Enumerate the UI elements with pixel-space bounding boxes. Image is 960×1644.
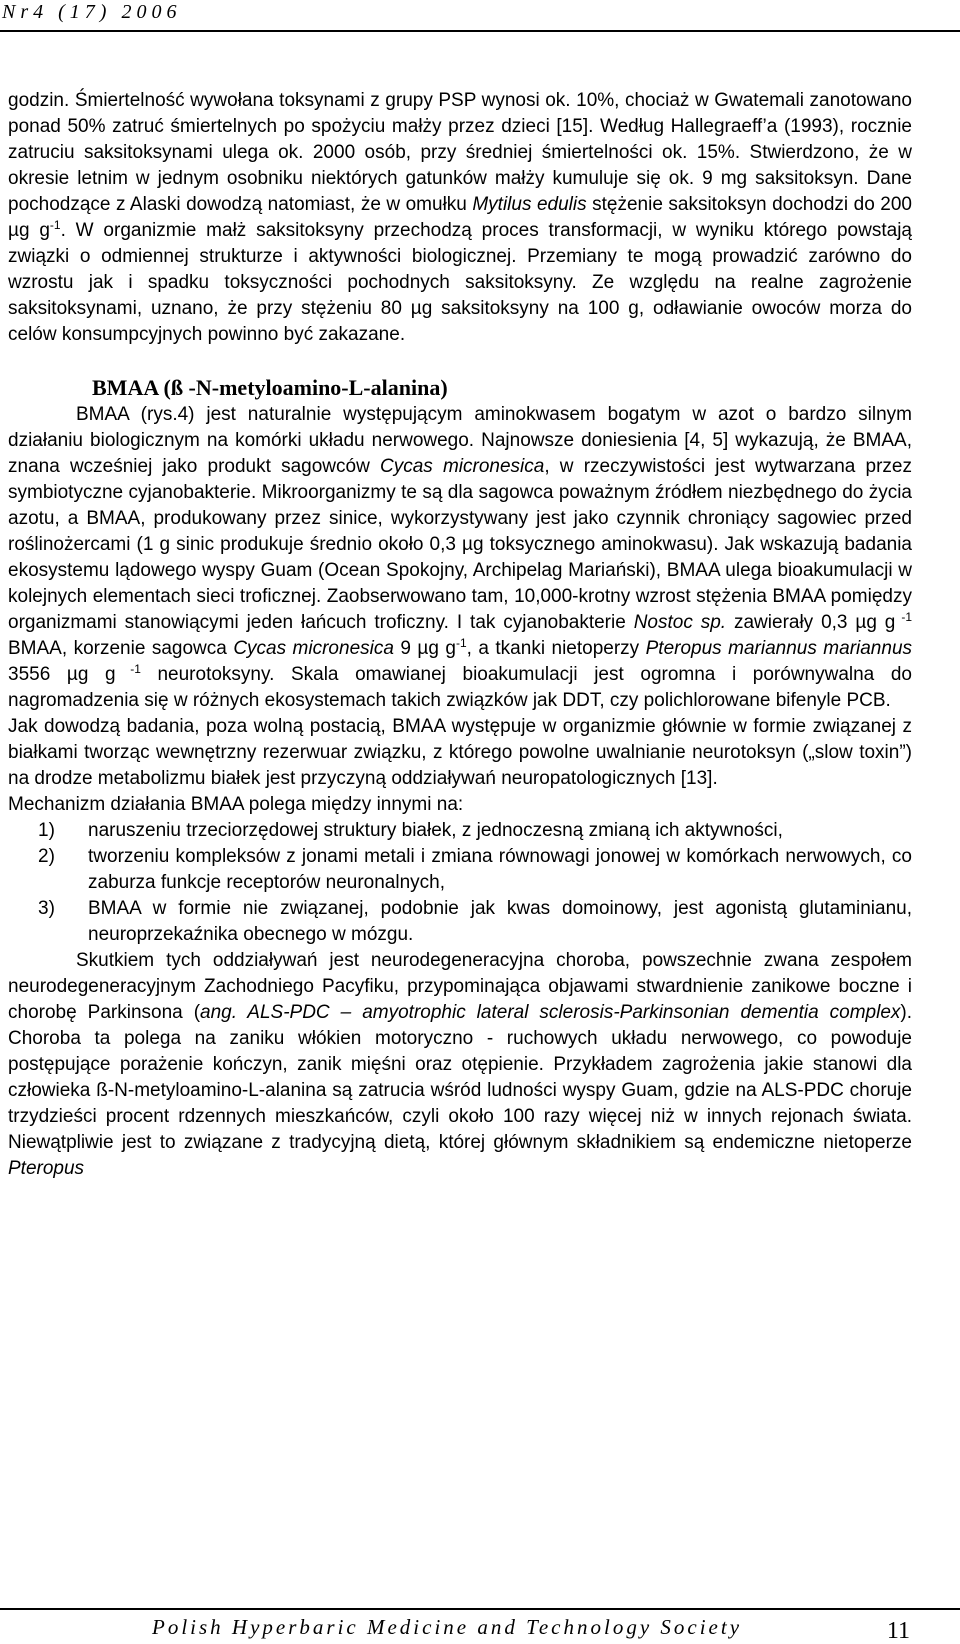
- header-rule: [0, 30, 960, 32]
- text-run: Skutkiem tych oddziaływań jest neurodegeneracyjna choroba, powszechnie zwana zespołem neurodegeneracyjnym Zachodniego Pacyfiku, przypominająca objawami stwardnienie zanikowe boczne i chorobę Parkinsona (: [8, 950, 912, 1023]
- list-item: [8, 844, 912, 896]
- running-footer: Polish Hyperbaric Medicine and Technology Society: [152, 1615, 743, 1639]
- term-italic: ang. ALS-PDC – amyotrophic lateral sclerosis-Parkinsonian dementia complex: [200, 1002, 901, 1023]
- text-run: godzin. Śmiertelność wywołana toksynami z grupy PSP wynosi ok. 10%, chociaż w Gwatemali zanotowano ponad 50% zatruć śmiertelnych po spożyciu małży przez dzieci [15]. Według Hallegraeff’a (1993), rocznie zatruciu saksitoksynami ulega ok. 2000 osób, przy średniej śmiertelności ok. 15%. Stwierdzono, że w okresie letnim w jednym osobniku niektórych gatunków małży kumuluje się ok. 9 mg saksitoksyn. Dane pochodzące z Alaski dowodzą natomiast, że w omułku: [8, 90, 912, 215]
- text-run: ). Choroba ta polega na zaniku włókien motoryczno - ruchowych układu nerwowego, co powoduje postępujące porażenie kończyn, zanik mięśni oraz otępienie. Przykładem zagrożenia jakie stanowi dla człowieka ß-N-metyloamino-L-alanina są zatrucia wśród ludności wyspy Guam, gdzie na ALS-PDC choruje trzydzieści procent rdzennych mieszkańców, czyli około 100 razy więcej niż w innych rejonach świata. Niewątpliwie jest to związane z tradycyjną dietą, której głównym składnikiem są endemiczne nietoperze: [8, 1002, 912, 1153]
- text-run: stężenie saksitoksyn dochodzi do 200 µg g: [8, 194, 912, 241]
- list-number: 1): [38, 820, 55, 841]
- text-run: , a tkanki nietoperzy: [466, 638, 646, 659]
- list-item: [8, 818, 912, 844]
- species-name: Mytilus edulis: [472, 194, 587, 215]
- superscript: -1: [115, 662, 141, 676]
- running-header: Nr4 (17) 2006: [2, 1, 182, 23]
- text-run: BMAA (rys.4) jest naturalnie występującym aminokwasem bogatym w azot o bardzo silnym działaniu biologicznym na komórki układu nerwowego. Najnowsze doniesienia [4, 5] wykazują, że BMAA, znana wcześniej jako produkt sagowców: [8, 404, 912, 477]
- list-text: naruszeniu trzeciorzędowej struktury białek, z jednoczesną zmianą ich aktywności,: [88, 820, 783, 841]
- text-run: 9 µg g: [393, 638, 456, 659]
- text-run: , w rzeczywistości jest wytwarzana przez symbiotyczne cyjanobakterie. Mikroorganizmy te są dla sagowca poważnym źródłem niezbędnego do życia azotu, a BMAA, produkowany przez sinice, wykorzystywany jest jako czynnik chroniący sagowiec przed roślinożercami (1 g sinic produkuje średnio około 0,3 µg toksycznego aminokwasu). Jak wskazują badania ekosystemu lądowego wyspy Guam (Ocean Spokojny, Archipelag Mariański), BMAA ulega bioakumulacji w kolejnych elementach sieci troficznej. Zaobserwowano tam, 10,000-krotny wzrost stężenia BMAA pomiędzy organizmami stanowiącymi jeden łańcuch troficzny. I tak cyjanobakterie: [8, 456, 912, 633]
- species-name: Pteropus: [8, 1158, 85, 1179]
- article-body: [8, 88, 912, 1182]
- list-text: BMAA w formie nie związanej, podobnie jak kwas domoinowy, jest agonistą glutaminianu, neuroprzekaźnika obecnego w mózgu.: [88, 898, 912, 945]
- mechanism-list: [8, 818, 912, 948]
- list-text: tworzeniu kompleksów z jonami metali i zmiana równowagi jonowej w komórkach nerwowych, co zaburza funkcje receptorów neuronalnych,: [88, 846, 912, 893]
- superscript: -1: [895, 610, 912, 624]
- text-run: BMAA, korzenie sagowca: [8, 638, 234, 659]
- text-run: 3556 µg g: [8, 664, 116, 685]
- paragraph-als-pdc: [8, 948, 912, 1182]
- text-run: zawierały 0,3 µg g: [726, 612, 896, 633]
- section-heading: BMAA (ß -N-metyloamino-L-alanina): [92, 375, 448, 400]
- list-number: 3): [38, 898, 55, 919]
- paragraph-psp-mortality: [8, 88, 912, 348]
- text-run: neurotoksyny. Skala omawianej bioakumulacji jest ogromna i porównywalna do nagromadzenia się w różnych ekosystemach takich związków jak DDT, czy polichlorowane bifenyle PCB.: [8, 664, 912, 711]
- list-number: 2): [38, 846, 55, 867]
- list-item: [8, 896, 912, 948]
- species-name: Nostoc sp.: [633, 612, 727, 633]
- species-name: Cycas micronesica: [379, 456, 545, 477]
- species-name: Pteropus mariannus mariannus: [645, 638, 913, 659]
- species-name: Cycas micronesica: [233, 638, 394, 659]
- paragraph-bound-bmaa: Jak dowodzą badania, poza wolną postacią, BMAA występuje w organizmie głównie w formie związanej z białkami tworząc wewnętrzny rezerwuar związku, z którego powolne uwalnianie neurotoksyn („slow toxin”) na drodze metabolizmu białek jest przyczyną oddziaływań neuropatologicznych [13].: [8, 716, 912, 789]
- paragraph-mechanism-intro: Mechanizm działania BMAA polega między innymi na:: [8, 794, 464, 815]
- footer-rule: [0, 1608, 960, 1610]
- superscript: -1: [49, 218, 61, 232]
- page-number: 11: [886, 1618, 910, 1644]
- paragraph-bmaa-intro: [8, 402, 912, 714]
- superscript: -1: [455, 636, 467, 650]
- text-run: . W organizmie małż saksitoksyny przechodzą proces transformacji, w wyniku którego powstają związki o odmiennej strukturze i aktywności biologicznej. Przemiany te mogą prowadzić zarówno do wzrostu jak i spadku toksyczności pochodnych saksitoksyny. Ze względu na realne zagrożenie saksitoksynami, uznano, że przy stężeniu 80 µg saksitoksyny na 100 g, odławianie owoców morza do celów konsumpcyjnych powinno być zakazane.: [8, 220, 912, 345]
